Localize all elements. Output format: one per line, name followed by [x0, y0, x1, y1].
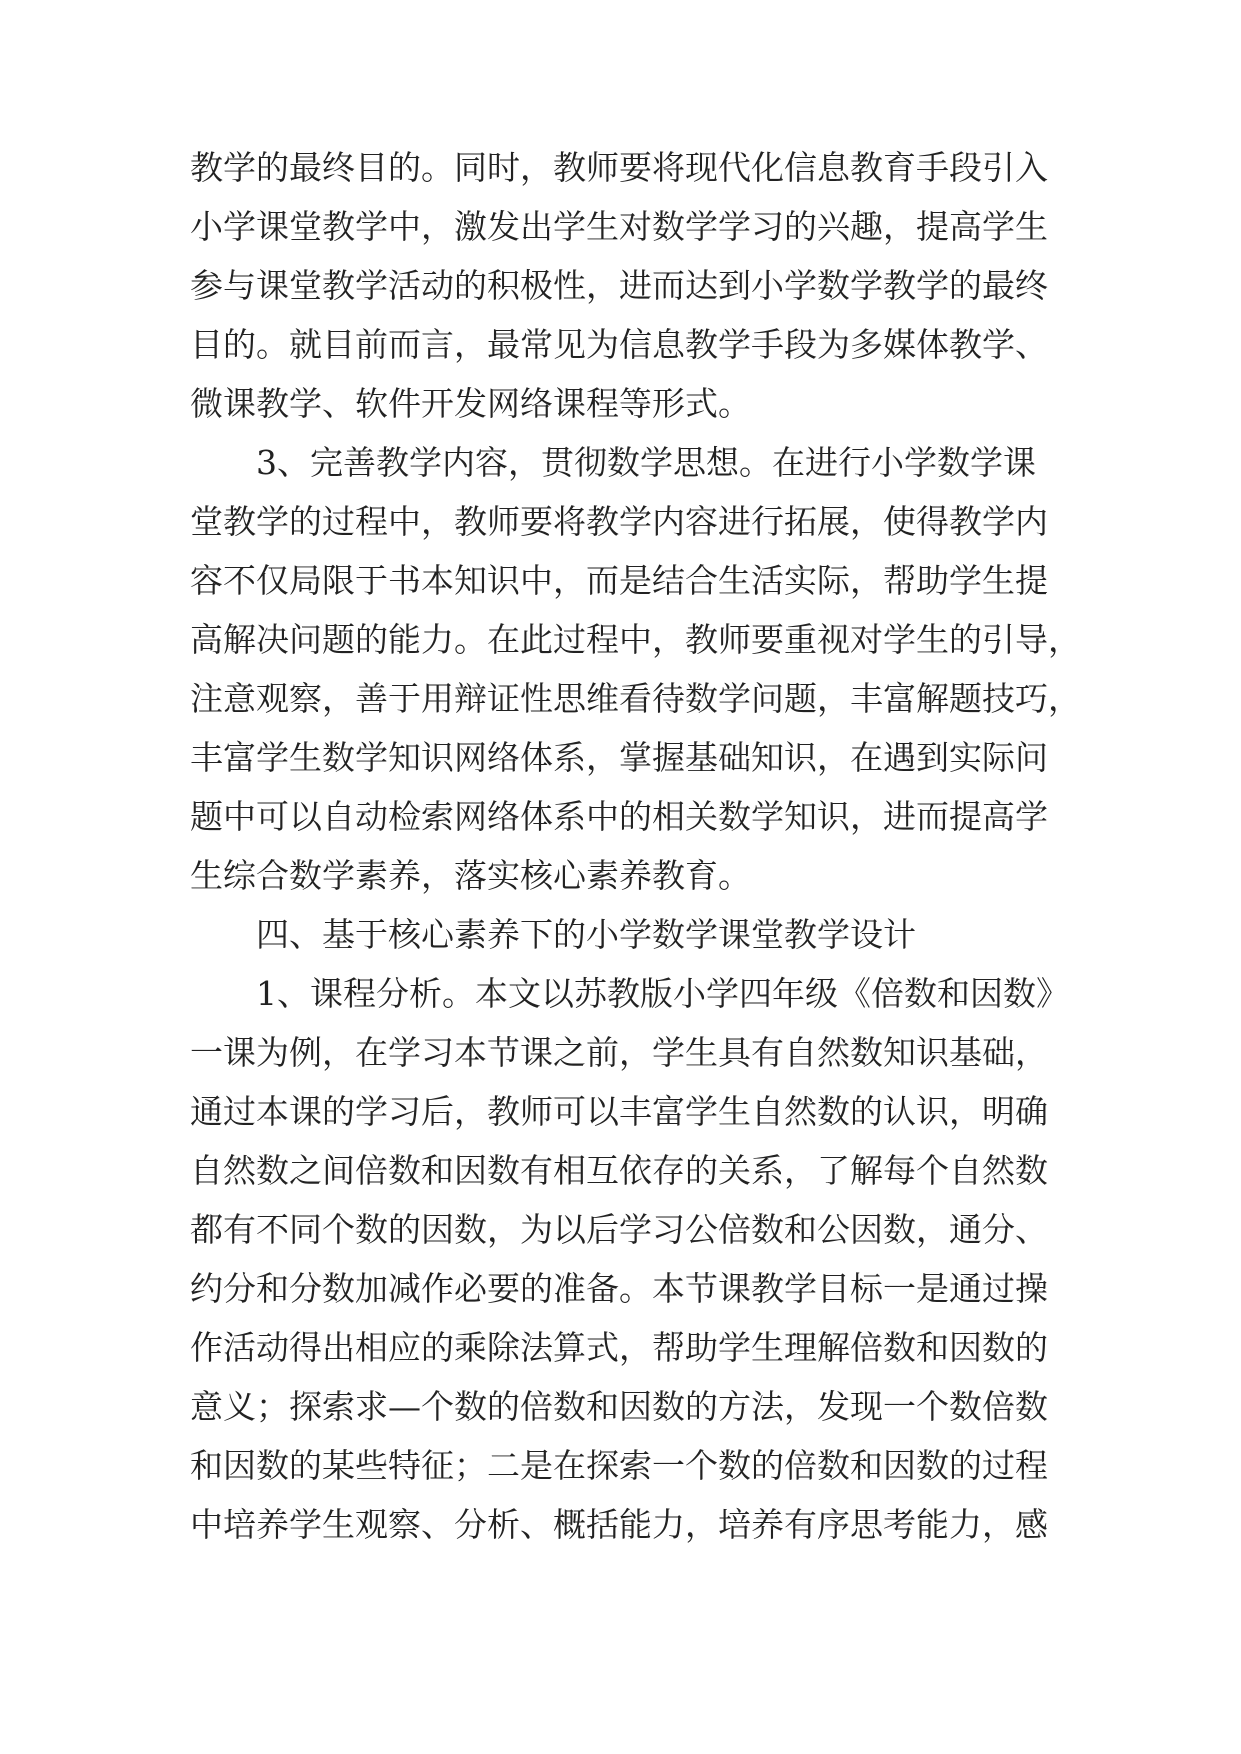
text-line: 一课为例，在学习本节课之前，学生具有自然数知识基础， [190, 1033, 1048, 1072]
text-line: 通过本课的学习后，教师可以丰富学生自然数的认识，明确 [190, 1092, 1048, 1131]
body-text [190, 138, 1081, 1554]
text-line: 教学的最终目的。同时，教师要将现代化信息教育手段引入 [190, 148, 1048, 187]
text-line: 丰富学生数学知识网络体系，掌握基础知识，在遇到实际问 [190, 738, 1048, 777]
text-line: 生综合数学素养，落实核心素养教育。 [190, 856, 751, 895]
text-line: 3、完善教学内容，贯彻数学思想。在进行小学数学课 [190, 443, 1036, 482]
text-line: 1、课程分析。本文以苏教版小学四年级《倍数和因数》 [190, 974, 1069, 1013]
text-line: 微课教学、软件开发网络课程等形式。 [190, 384, 751, 423]
text-line: 题中可以自动检索网络体系中的相关数学知识，进而提高学 [190, 797, 1048, 836]
text-line: 作活动得出相应的乘除法算式，帮助学生理解倍数和因数的 [190, 1328, 1048, 1367]
text-line: 目的。就目前而言，最常见为信息教学手段为多媒体教学、 [190, 325, 1048, 364]
text-line: 堂教学的过程中，教师要将教学内容进行拓展，使得教学内 [190, 502, 1048, 541]
text-line: 高解决问题的能力。在此过程中，教师要重视对学生的引导， [190, 620, 1081, 659]
text-line: 参与课堂教学活动的积极性，进而达到小学数学教学的最终 [190, 266, 1048, 305]
text-line: 和因数的某些特征；二是在探索一个数的倍数和因数的过程 [190, 1446, 1048, 1485]
text-line: 中培养学生观察、分析、概括能力，培养有序思考能力，感 [190, 1505, 1048, 1544]
text-line: 自然数之间倍数和因数有相互依存的关系，了解每个自然数 [190, 1151, 1048, 1190]
text-line: 注意观察，善于用辩证性思维看待数学问题，丰富解题技巧， [190, 679, 1081, 718]
text-line: 容不仅局限于书本知识中，而是结合生活实际，帮助学生提 [190, 561, 1048, 600]
text-line: 小学课堂教学中，激发出学生对数学学习的兴趣，提高学生 [190, 207, 1048, 246]
section-heading: 四、基于核心素养下的小学数学课堂教学设计 [190, 915, 916, 954]
text-line: 约分和分数加减作必要的准备。本节课教学目标一是通过操 [190, 1269, 1048, 1308]
text-line: 意义；探索求—个数的倍数和因数的方法，发现一个数倍数 [190, 1387, 1048, 1426]
text-line: 都有不同个数的因数，为以后学习公倍数和公因数，通分、 [190, 1210, 1048, 1249]
